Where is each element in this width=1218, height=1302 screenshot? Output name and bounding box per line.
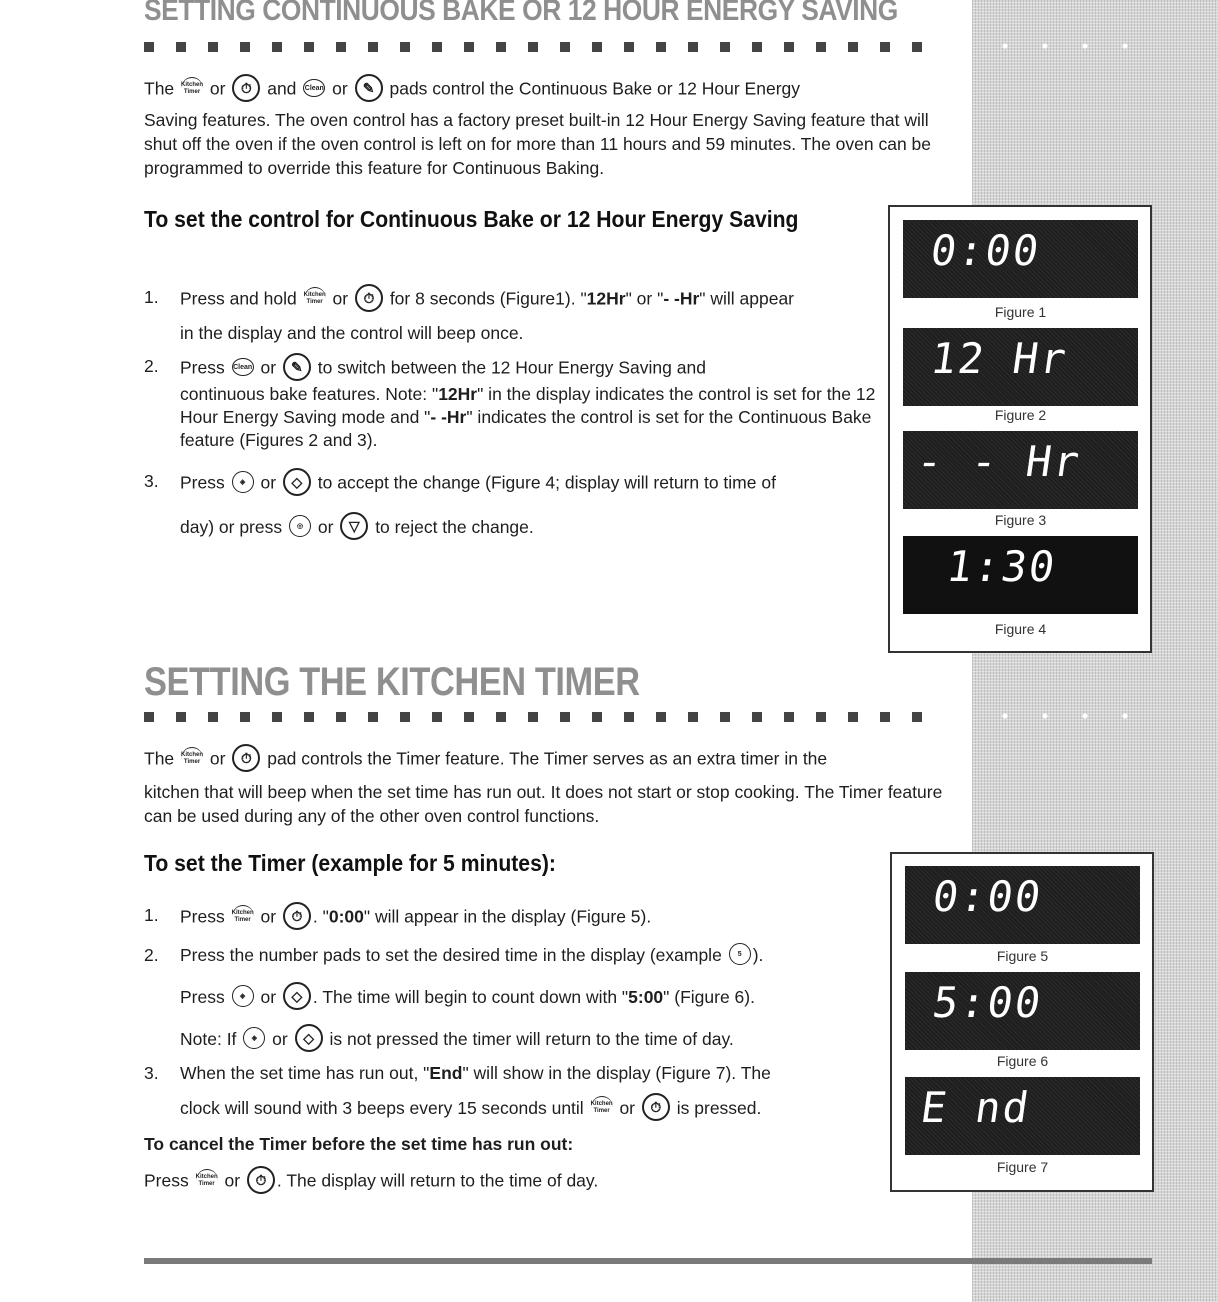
step-text-part: day) or press [180,517,283,537]
step-text-part: Press and hold [180,288,297,309]
start-pad-icon: ◈ [232,471,254,493]
step-text-part: " (Figure 6). [663,987,755,1007]
intro-text: or [209,78,226,99]
number-five-pad-icon: 5 [729,943,751,965]
display-readout: - - Hr [913,437,1085,486]
display-figure-7 [905,1077,1140,1155]
step-bold: 5:00 [628,987,664,1007]
step-text-part: or [260,987,277,1007]
figure-caption: Figure 5 [996,948,1049,964]
cancel-timer-heading: To cancel the Timer before the set time has run out: [144,1134,574,1154]
step-text-part: When the set time has run out, " [180,1063,430,1083]
section2-title: SETTING THE KITCHEN TIMER [144,660,640,704]
timer-clock-pad-icon: ⏱ [355,284,383,312]
s1-step-1 [144,286,884,346]
section1-intro [144,76,954,104]
step-bold: 12Hr [586,288,626,309]
display-readout: 0:00 [927,226,1044,275]
section1-square-rule [144,42,922,52]
section1-subhead: To set the control for Continuous Bake or 12 Hour Energy Saving [144,206,799,232]
step-text-part: continuous bake features. Note: " [180,384,439,404]
s2-step-2 [144,944,884,1059]
start-pad-icon: ◈ [232,985,254,1007]
step-text-part: . " [312,906,329,927]
figure-panel-5-7 [890,852,1154,1192]
display-readout: 1:30 [943,542,1060,591]
timer-clock-pad-icon: ⏱ [232,744,260,772]
step-number: 2. [144,945,159,965]
s2-step-1 [144,904,884,934]
step-text-part: or [260,357,277,378]
intro-text: or [332,78,348,99]
kitchen-timer-pad-icon: Kitchen Timer [181,747,203,770]
intro-text: or [209,748,226,769]
step-text-part: to reject the change. [375,517,534,537]
start-round-pad-icon: ◇ [295,1024,323,1052]
clean-pad-icon: Clean [232,358,254,376]
intro-text: The [144,78,175,99]
step-text-part: or [619,1098,636,1118]
step-bold: 12Hr [438,384,478,404]
display-figure-5 [905,866,1140,944]
kitchen-timer-pad-icon: Kitchen Timer [232,905,254,928]
step-number: 1. [144,287,159,307]
step-text-part: for 8 seconds (Figure1). " [389,288,587,309]
timer-clock-pad-icon: ⏱ [642,1093,670,1121]
intro-text: The [144,748,175,769]
step-text-part: Press [180,472,225,493]
display-readout: 5:00 [929,978,1046,1027]
step-text-part: . The display will return to the time of day. [276,1170,599,1191]
section1-title: SETTING CONTINUOUS BAKE OR 12 HOUR ENERGY SAVING [144,0,898,27]
start-pad-icon: ◈ [243,1027,265,1049]
step-text-part: or [260,906,277,927]
step-bold: - -Hr [663,288,700,309]
step-text [180,1062,880,1123]
step-text-part: . The time will begin to count down with " [312,987,629,1007]
figure-panel-1-4 [888,205,1152,653]
start-round-pad-icon: ◇ [283,468,311,496]
figure-caption: Figure 6 [996,1053,1049,1069]
step-text-part: or [332,288,349,309]
step-number: 3. [144,1063,159,1083]
clean-brush-pad-icon: ✎ [283,353,311,381]
step-text-part: to accept the change (Figure 4; display will return to time of [317,472,776,493]
figure-caption: Figure 1 [994,304,1047,320]
clean-pad-icon: Clean [303,79,325,97]
step-text-part: is not pressed the timer will return to the time of day. [329,1029,734,1049]
figure-caption: Figure 3 [994,512,1047,528]
step-text-part: is pressed. [676,1098,762,1118]
step-text-part: or [260,472,277,493]
band-dots-top [985,42,1155,50]
step-text-part: ). [752,945,764,965]
intro-text: pads control the Continuous Bake or 12 Hour Energy [389,78,801,99]
timer-clock-pad-icon: ⏱ [232,74,260,102]
step-text-part: Press the number pads to set the desired time in the display (example [180,945,722,965]
intro-text: pad controls the Timer feature. The Timer serves as an extra timer in the [267,748,828,769]
section2-subhead: To set the Timer (example for 5 minutes): [144,850,556,876]
display-readout: 0:00 [929,872,1046,921]
step-text-part: Press [180,357,225,378]
step-number: 2. [144,356,159,376]
s2-step-3 [144,1062,884,1122]
display-figure-4 [903,536,1138,614]
kitchen-timer-pad-icon: Kitchen Timer [591,1096,613,1119]
clean-brush-pad-icon: ✎ [355,74,383,102]
figure-caption: Figure 2 [994,407,1047,423]
step-text-part: Press [180,987,225,1007]
intro-text: and [267,78,297,99]
s1-step-3 [144,470,884,545]
step-text [180,355,880,452]
display-readout: E nd [917,1083,1034,1132]
step-text-part: or [272,1029,288,1049]
step-text-part: " will appear [699,288,795,309]
display-figure-3 [903,431,1138,509]
step-text [180,904,880,932]
start-round-pad-icon: ◇ [283,982,311,1010]
step-text-part: or [317,517,334,537]
timer-clock-pad-icon: ⏱ [247,1166,275,1194]
bottom-rule [144,1258,1152,1264]
step-number: 3. [144,471,159,491]
timer-clock-pad-icon: ⏱ [283,902,311,930]
step-text-part: in the display and the control will beep once. [180,323,524,343]
step-text-part: " will appear in the display (Figure 5). [363,906,652,927]
step-text-part: Note: If [180,1029,237,1049]
step-text-part: " or " [625,288,664,309]
display-figure-2 [903,328,1138,406]
cancel-timer-instruction [144,1168,844,1196]
display-figure-1 [903,220,1138,298]
step-text-part: " will show in the display (Figure 7). The [462,1063,771,1083]
display-readout: 12 Hr [927,334,1071,383]
step-text-part: clock will sound with 3 beeps every 15 seconds until [180,1098,584,1118]
kitchen-timer-pad-icon: Kitchen Timer [196,1169,218,1192]
step-text-part: Press [144,1170,189,1191]
step-text-part: " in the display indicates the control is set for the 12 Hour Energy Saving mode and " [180,384,876,427]
kitchen-timer-pad-icon: Kitchen Timer [181,77,203,100]
section2-intro [144,746,954,774]
figure-caption: Figure 7 [996,1159,1049,1175]
step-number: 1. [144,905,159,925]
section1-intro-continued: Saving features. The oven control has a factory preset built-in 12 Hour Energy Saving feature that will shut off the oven if the oven control is left on for more than 11 hours and 59 minutes. The oven can be programmed to override this feature for Continuous Baking. [144,110,932,178]
step-text-part: to switch between the 12 Hour Energy Saving and [317,357,706,378]
step-bold: - -Hr [430,407,467,427]
step-text [180,286,880,345]
step-text-part: or [224,1170,241,1191]
kitchen-timer-pad-icon: Kitchen Timer [304,287,326,310]
section2-square-rule [144,712,922,722]
section2-intro-continued: kitchen that will beep when the set time has run out. It does not start or stop cooking. The Timer feature can be used during any of the other oven control functions. [144,782,943,826]
cancel-pad-icon: ◎ [289,515,311,537]
step-bold: End [429,1063,463,1083]
band-dots-middle [985,712,1155,720]
cancel-round-pad-icon: ▽ [340,512,368,540]
display-figure-6 [905,972,1140,1050]
step-bold: 0:00 [328,906,364,927]
step-text [180,470,880,542]
figure-caption: Figure 4 [994,621,1047,637]
step-text-part: " indicates the control is set for the Continuous Bake feature (Figures 2 and 3). [180,407,872,450]
s1-step-2 [144,355,884,465]
step-text [180,934,880,1060]
step-text-part: Press [180,906,225,927]
